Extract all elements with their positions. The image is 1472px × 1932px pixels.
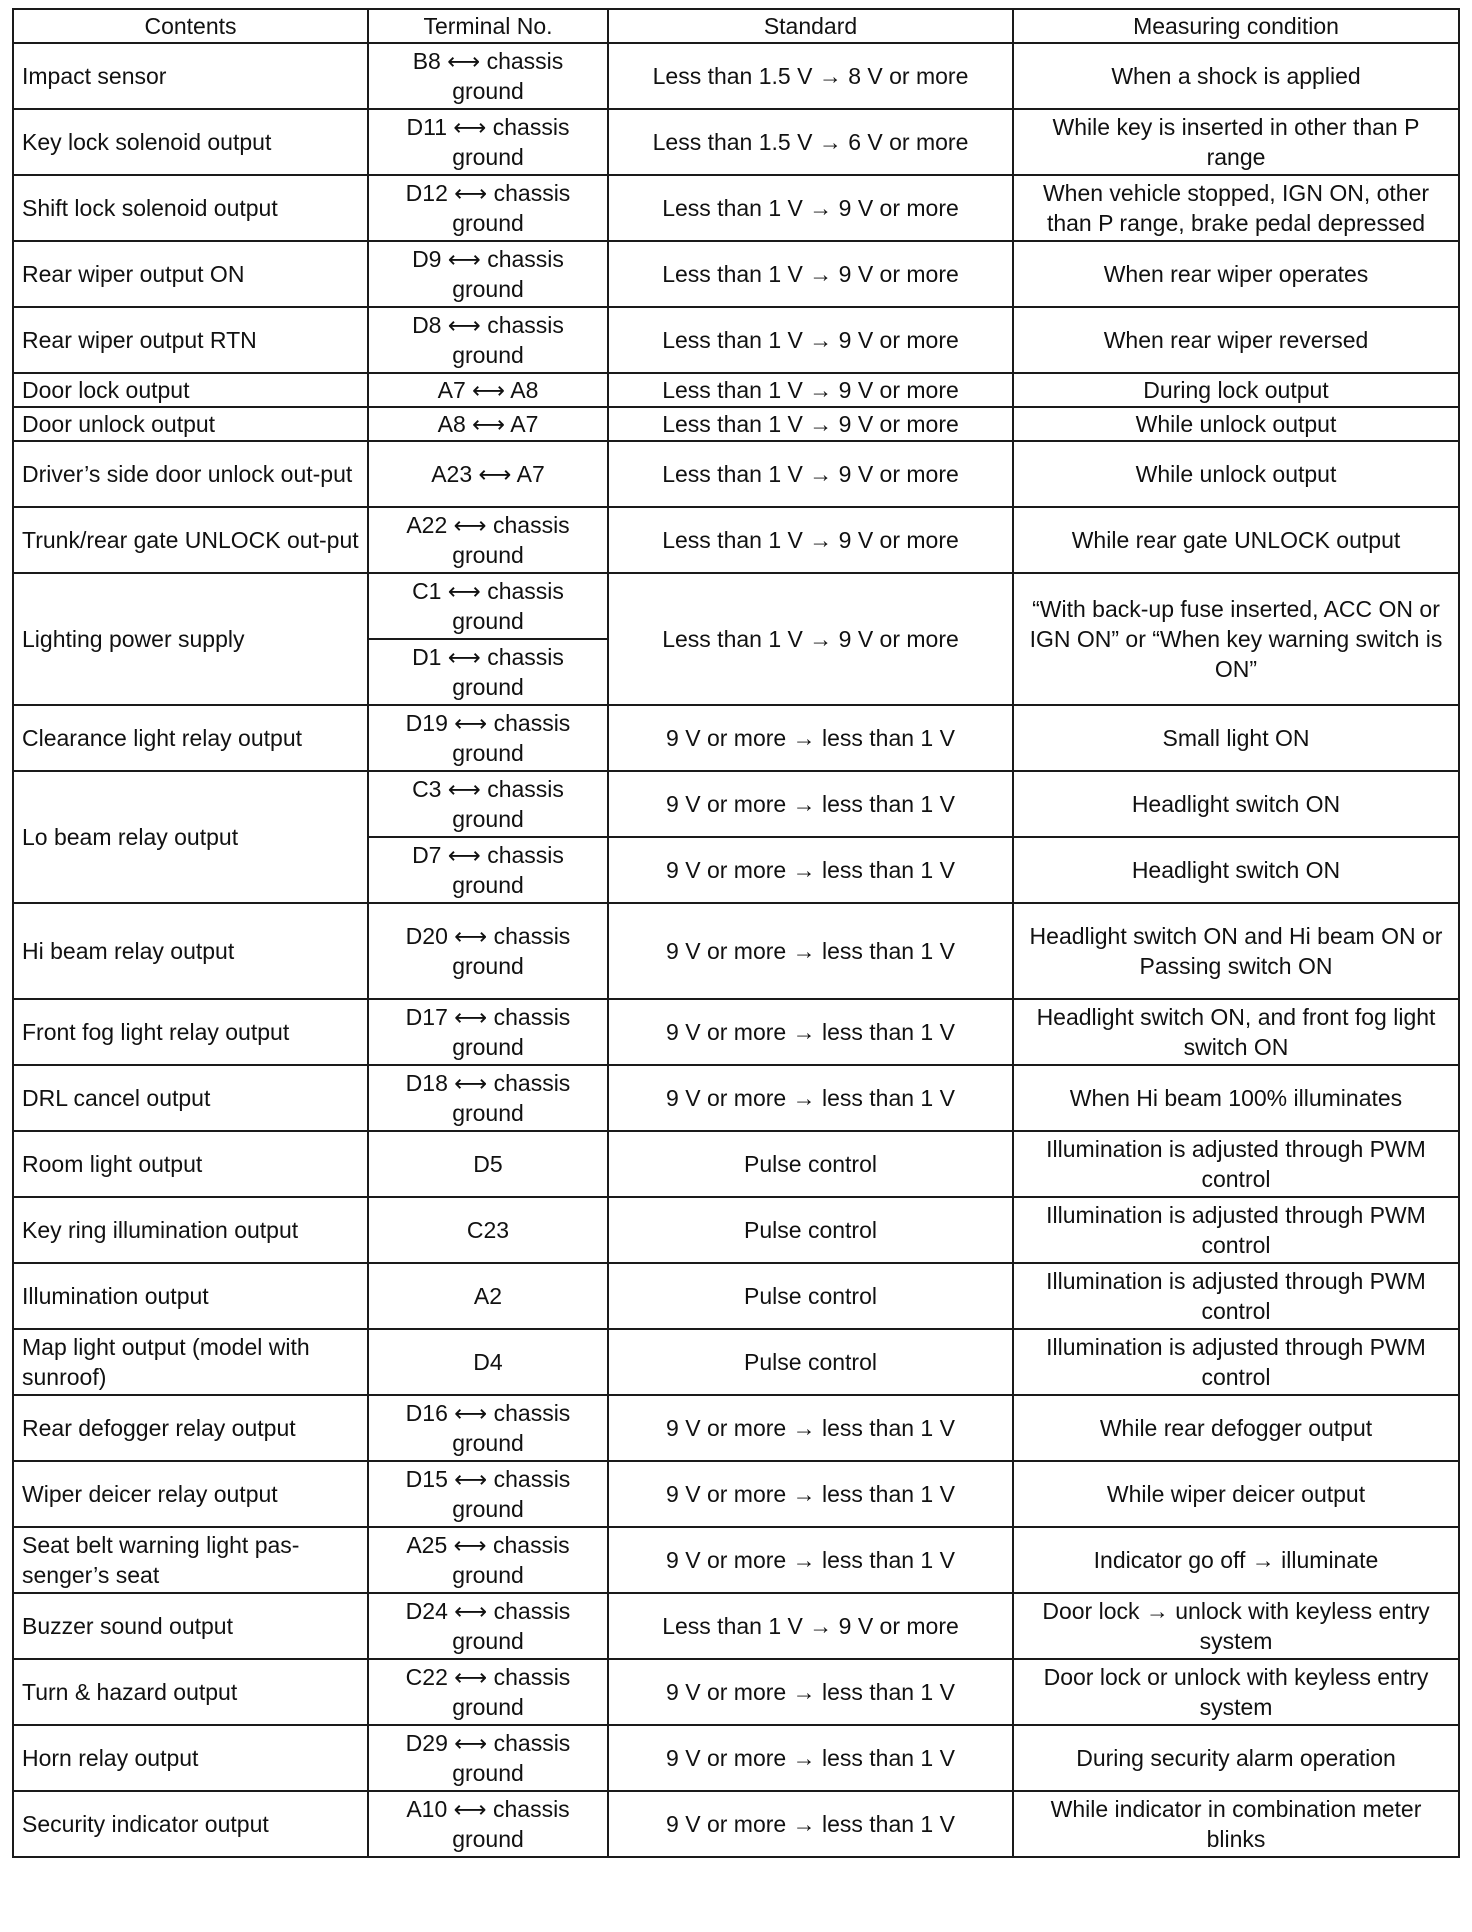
contents-cell: Key ring illumination output [13, 1197, 368, 1263]
terminal-cell: C1 ⟷ chassis ground [368, 573, 608, 639]
terminal-cell: D20 ⟷ chassis ground [368, 903, 608, 999]
standard-cell: 9 V or more → less than 1 V [608, 1461, 1013, 1527]
terminal-cell: A25 ⟷ chassis ground [368, 1527, 608, 1593]
standard-cell: 9 V or more → less than 1 V [608, 903, 1013, 999]
contents-cell: Turn & hazard output [13, 1659, 368, 1725]
standard-cell: 9 V or more → less than 1 V [608, 1065, 1013, 1131]
contents-cell: Lo beam relay output [13, 771, 368, 903]
table-row [13, 573, 1459, 639]
table-row [13, 1791, 1459, 1857]
condition-cell: While unlock output [1013, 441, 1459, 507]
terminal-cell: A10 ⟷ chassis ground [368, 1791, 608, 1857]
header-row [13, 9, 1459, 43]
condition-cell: Illumination is adjusted through PWM control [1013, 1131, 1459, 1197]
standard-cell: 9 V or more → less than 1 V [608, 771, 1013, 837]
table-row [13, 1593, 1459, 1659]
condition-cell: When a shock is applied [1013, 43, 1459, 109]
table-row [13, 1065, 1459, 1131]
table-row [13, 373, 1459, 407]
contents-cell: Door unlock output [13, 407, 368, 441]
table-row [13, 175, 1459, 241]
condition-cell: Door lock or unlock with keyless entry system [1013, 1659, 1459, 1725]
standard-cell: Less than 1.5 V → 6 V or more [608, 109, 1013, 175]
table-row [13, 1659, 1459, 1725]
table-row [13, 1329, 1459, 1395]
contents-cell: Shift lock solenoid output [13, 175, 368, 241]
terminal-cell: D9 ⟷ chassis ground [368, 241, 608, 307]
contents-cell: Buzzer sound output [13, 1593, 368, 1659]
table-row [13, 1263, 1459, 1329]
condition-cell: Indicator go off → illuminate [1013, 1527, 1459, 1593]
table-row [13, 903, 1459, 999]
condition-cell: Illumination is adjusted through PWM control [1013, 1263, 1459, 1329]
specification-table [12, 8, 1460, 1858]
contents-cell: Rear wiper output RTN [13, 307, 368, 373]
contents-cell: Driver’s side door unlock out-put [13, 441, 368, 507]
condition-cell: When vehicle stopped, IGN ON, other than P range, brake pedal depressed [1013, 175, 1459, 241]
condition-cell: Illumination is adjusted through PWM control [1013, 1329, 1459, 1395]
table-row [13, 441, 1459, 507]
terminal-cell: D4 [368, 1329, 608, 1395]
contents-cell: Hi beam relay output [13, 903, 368, 999]
table-row [13, 1527, 1459, 1593]
terminal-cell: D16 ⟷ chassis ground [368, 1395, 608, 1461]
table-row [13, 999, 1459, 1065]
table-row [13, 1131, 1459, 1197]
standard-cell: Less than 1 V → 9 V or more [608, 407, 1013, 441]
standard-cell: 9 V or more → less than 1 V [608, 1791, 1013, 1857]
terminal-cell: D29 ⟷ chassis ground [368, 1725, 608, 1791]
terminal-cell: D17 ⟷ chassis ground [368, 999, 608, 1065]
table-row [13, 1725, 1459, 1791]
contents-cell: Door lock output [13, 373, 368, 407]
standard-cell: Pulse control [608, 1329, 1013, 1395]
terminal-cell: C22 ⟷ chassis ground [368, 1659, 608, 1725]
table-row [13, 1461, 1459, 1527]
standard-cell: Pulse control [608, 1197, 1013, 1263]
standard-cell: Less than 1 V → 9 V or more [608, 1593, 1013, 1659]
condition-cell: Headlight switch ON, and front fog light switch ON [1013, 999, 1459, 1065]
condition-cell: Headlight switch ON [1013, 771, 1459, 837]
standard-cell: 9 V or more → less than 1 V [608, 705, 1013, 771]
table-row [13, 43, 1459, 109]
contents-cell: Impact sensor [13, 43, 368, 109]
terminal-cell: A23 ⟷ A7 [368, 441, 608, 507]
condition-cell: Door lock → unlock with keyless entry system [1013, 1593, 1459, 1659]
standard-cell: 9 V or more → less than 1 V [608, 1395, 1013, 1461]
contents-cell: Clearance light relay output [13, 705, 368, 771]
table-row [13, 771, 1459, 837]
terminal-cell: D12 ⟷ chassis ground [368, 175, 608, 241]
standard-cell: Less than 1.5 V → 8 V or more [608, 43, 1013, 109]
standard-cell: Pulse control [608, 1263, 1013, 1329]
condition-cell: Small light ON [1013, 705, 1459, 771]
condition-cell: Illumination is adjusted through PWM control [1013, 1197, 1459, 1263]
terminal-cell: D1 ⟷ chassis ground [368, 639, 608, 705]
standard-cell: 9 V or more → less than 1 V [608, 1725, 1013, 1791]
standard-cell: Less than 1 V → 9 V or more [608, 175, 1013, 241]
standard-cell: Less than 1 V → 9 V or more [608, 507, 1013, 573]
terminal-cell: C23 [368, 1197, 608, 1263]
contents-cell: Room light output [13, 1131, 368, 1197]
table-row [13, 109, 1459, 175]
condition-cell: While indicator in combination meter blinks [1013, 1791, 1459, 1857]
header-contents: Contents [13, 9, 368, 43]
table-row [13, 507, 1459, 573]
contents-cell: Seat belt warning light pas-senger’s seat [13, 1527, 368, 1593]
table-row [13, 407, 1459, 441]
contents-cell: DRL cancel output [13, 1065, 368, 1131]
condition-cell: While key is inserted in other than P range [1013, 109, 1459, 175]
terminal-cell: D18 ⟷ chassis ground [368, 1065, 608, 1131]
standard-cell: Less than 1 V → 9 V or more [608, 373, 1013, 407]
terminal-cell: A8 ⟷ A7 [368, 407, 608, 441]
terminal-cell: D8 ⟷ chassis ground [368, 307, 608, 373]
standard-cell: Less than 1 V → 9 V or more [608, 573, 1013, 705]
standard-cell: 9 V or more → less than 1 V [608, 1527, 1013, 1593]
standard-cell: Less than 1 V → 9 V or more [608, 441, 1013, 507]
condition-cell: When rear wiper operates [1013, 241, 1459, 307]
condition-cell: During lock output [1013, 373, 1459, 407]
contents-cell: Wiper deicer relay output [13, 1461, 368, 1527]
contents-cell: Horn relay output [13, 1725, 368, 1791]
terminal-cell: D7 ⟷ chassis ground [368, 837, 608, 903]
condition-cell: While wiper deicer output [1013, 1461, 1459, 1527]
condition-cell: While unlock output [1013, 407, 1459, 441]
terminal-cell: D15 ⟷ chassis ground [368, 1461, 608, 1527]
condition-cell: When Hi beam 100% illuminates [1013, 1065, 1459, 1131]
table-row [13, 1395, 1459, 1461]
terminal-cell: A22 ⟷ chassis ground [368, 507, 608, 573]
condition-cell: When rear wiper reversed [1013, 307, 1459, 373]
condition-cell: “With back-up fuse inserted, ACC ON or IGN ON” or “When key warning switch is ON” [1013, 573, 1459, 705]
terminal-cell: B8 ⟷ chassis ground [368, 43, 608, 109]
table-row [13, 241, 1459, 307]
terminal-cell: D24 ⟷ chassis ground [368, 1593, 608, 1659]
standard-cell: 9 V or more → less than 1 V [608, 999, 1013, 1065]
contents-cell: Security indicator output [13, 1791, 368, 1857]
condition-cell: Headlight switch ON [1013, 837, 1459, 903]
contents-cell: Trunk/rear gate UNLOCK out-put [13, 507, 368, 573]
header-terminal: Terminal No. [368, 9, 608, 43]
terminal-cell: C3 ⟷ chassis ground [368, 771, 608, 837]
contents-cell: Lighting power supply [13, 573, 368, 705]
standard-cell: 9 V or more → less than 1 V [608, 1659, 1013, 1725]
table-row [13, 1197, 1459, 1263]
terminal-cell: D11 ⟷ chassis ground [368, 109, 608, 175]
contents-cell: Rear wiper output ON [13, 241, 368, 307]
contents-cell: Map light output (model with sunroof) [13, 1329, 368, 1395]
terminal-cell: D19 ⟷ chassis ground [368, 705, 608, 771]
table-row [13, 705, 1459, 771]
standard-cell: Less than 1 V → 9 V or more [608, 307, 1013, 373]
contents-cell: Front fog light relay output [13, 999, 368, 1065]
condition-cell: During security alarm operation [1013, 1725, 1459, 1791]
contents-cell: Key lock solenoid output [13, 109, 368, 175]
terminal-cell: A2 [368, 1263, 608, 1329]
header-condition: Measuring condition [1013, 9, 1459, 43]
header-standard: Standard [608, 9, 1013, 43]
standard-cell: 9 V or more → less than 1 V [608, 837, 1013, 903]
standard-cell: Pulse control [608, 1131, 1013, 1197]
contents-cell: Illumination output [13, 1263, 368, 1329]
condition-cell: While rear defogger output [1013, 1395, 1459, 1461]
standard-cell: Less than 1 V → 9 V or more [608, 241, 1013, 307]
condition-cell: Headlight switch ON and Hi beam ON or Passing switch ON [1013, 903, 1459, 999]
terminal-cell: A7 ⟷ A8 [368, 373, 608, 407]
contents-cell: Rear defogger relay output [13, 1395, 368, 1461]
table-row [13, 307, 1459, 373]
condition-cell: While rear gate UNLOCK output [1013, 507, 1459, 573]
terminal-cell: D5 [368, 1131, 608, 1197]
